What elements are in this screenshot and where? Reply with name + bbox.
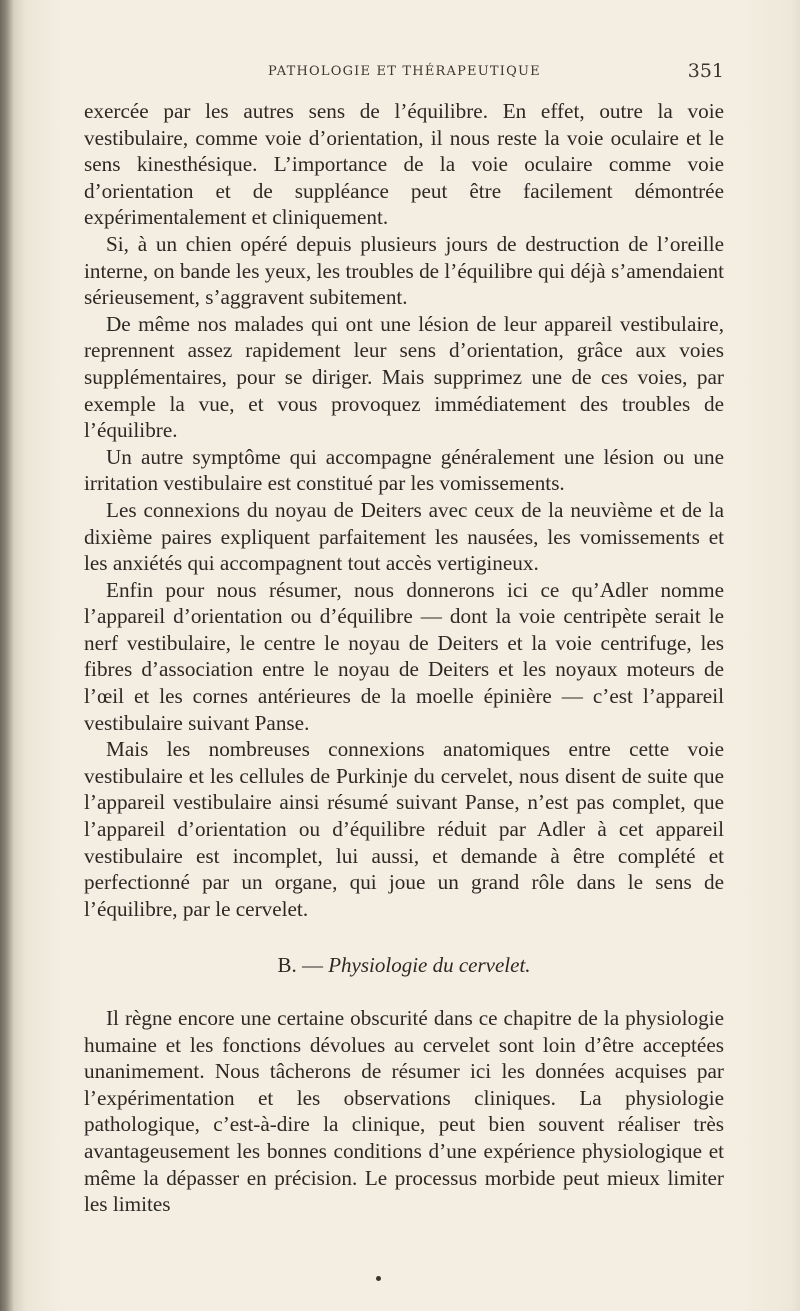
paragraph: Enfin pour nous résumer, nous donnerons ici ce qu’Adler nomme l’appareil d’orientation ou d’équilibre — dont la voie centripète serait le nerf vestibulaire, le centre le noyau de Deiters et la voie centrifuge, les fibres d’association entre le noyau de Deiters et les noyaux moteurs de l’œil et les cornes antérieures de la moelle épinière — c’est l’appareil vestibulaire suivant Panse. [84,577,724,735]
page-number: 351 [687,60,724,82]
paragraph: De même nos malades qui ont une lésion de leur appareil vestibulaire, reprennent assez rapidement leur sens d’orientation, grâce aux voies supplémentaires, pour se diriger. Mais supprimez une de ces voies, par exemple la vue, et vous provoquez immédiatement des troubles de l’équilibre. [84,311,724,443]
paragraph: Si, à un chien opéré depuis plusieurs jours de destruction de l’oreille interne, on bande les yeux, les troubles de l’équilibre qui déjà s’amendaient sérieusement, s’aggravent subitement. [84,231,724,310]
paragraph: Les connexions du noyau de Deiters avec ceux de la neuvième et de la dixième paires expliquent parfaitement les nausées, les vomissements et les anxiétés qui accompagnent tout accès vertigineux. [84,497,724,576]
paragraph: Un autre symptôme qui accompagne généralement une lésion ou une irritation vestibulaire est constitué par les vomissements. [84,444,724,496]
section-title: Physiologie du cervelet. [328,953,531,978]
section-heading [84,952,724,979]
body-text [84,98,724,1218]
paragraph-continued: exercée par les autres sens de l’équilibre. En effet, outre la voie vestibulaire, comme voie d’orientation, il nous reste la voie oculaire et le sens kinesthésique. L’importance de la voie oculaire comme voie d’orientation et de suppléance peut être facilement démontrée expérimentalement et cliniquement. [84,99,724,230]
running-head [84,62,724,84]
paragraph: Il règne encore une certaine obscurité dans ce chapitre de la physiologie humaine et les fonctions dévolues au cervelet sont loin d’être acceptées unanimement. Nous tâcherons de résumer ici les données acquises par l’expérimentation et les observations cliniques. La physiologie pathologique, c’est-à-dire la clinique, peut bien souvent réaliser très avantageusement les bonnes conditions d’une expérience physiologique et même la dépasser en précision. Le processus morbide peut mieux limiter les limites [84,1006,724,1217]
printer-mark [376,1276,381,1281]
paragraph: Mais les nombreuses connexions anatomiques entre cette voie vestibulaire et les cellules de Purkinje du cervelet, nous disent de suite que l’appareil vestibulaire ainsi résumé suivant Panse, n’est pas complet, que l’appareil d’orientation ou d’équilibre réduit par Adler à cet appareil vestibulaire est incomplet, lui aussi, et demande à être complété et perfectionné par un organe, qui joue un grand rôle dans le sens de l’équilibre, par le cervelet. [84,737,724,921]
running-title: PATHOLOGIE ET THÉRAPEUTIQUE [268,64,541,79]
section-prefix: B. — [277,953,329,978]
